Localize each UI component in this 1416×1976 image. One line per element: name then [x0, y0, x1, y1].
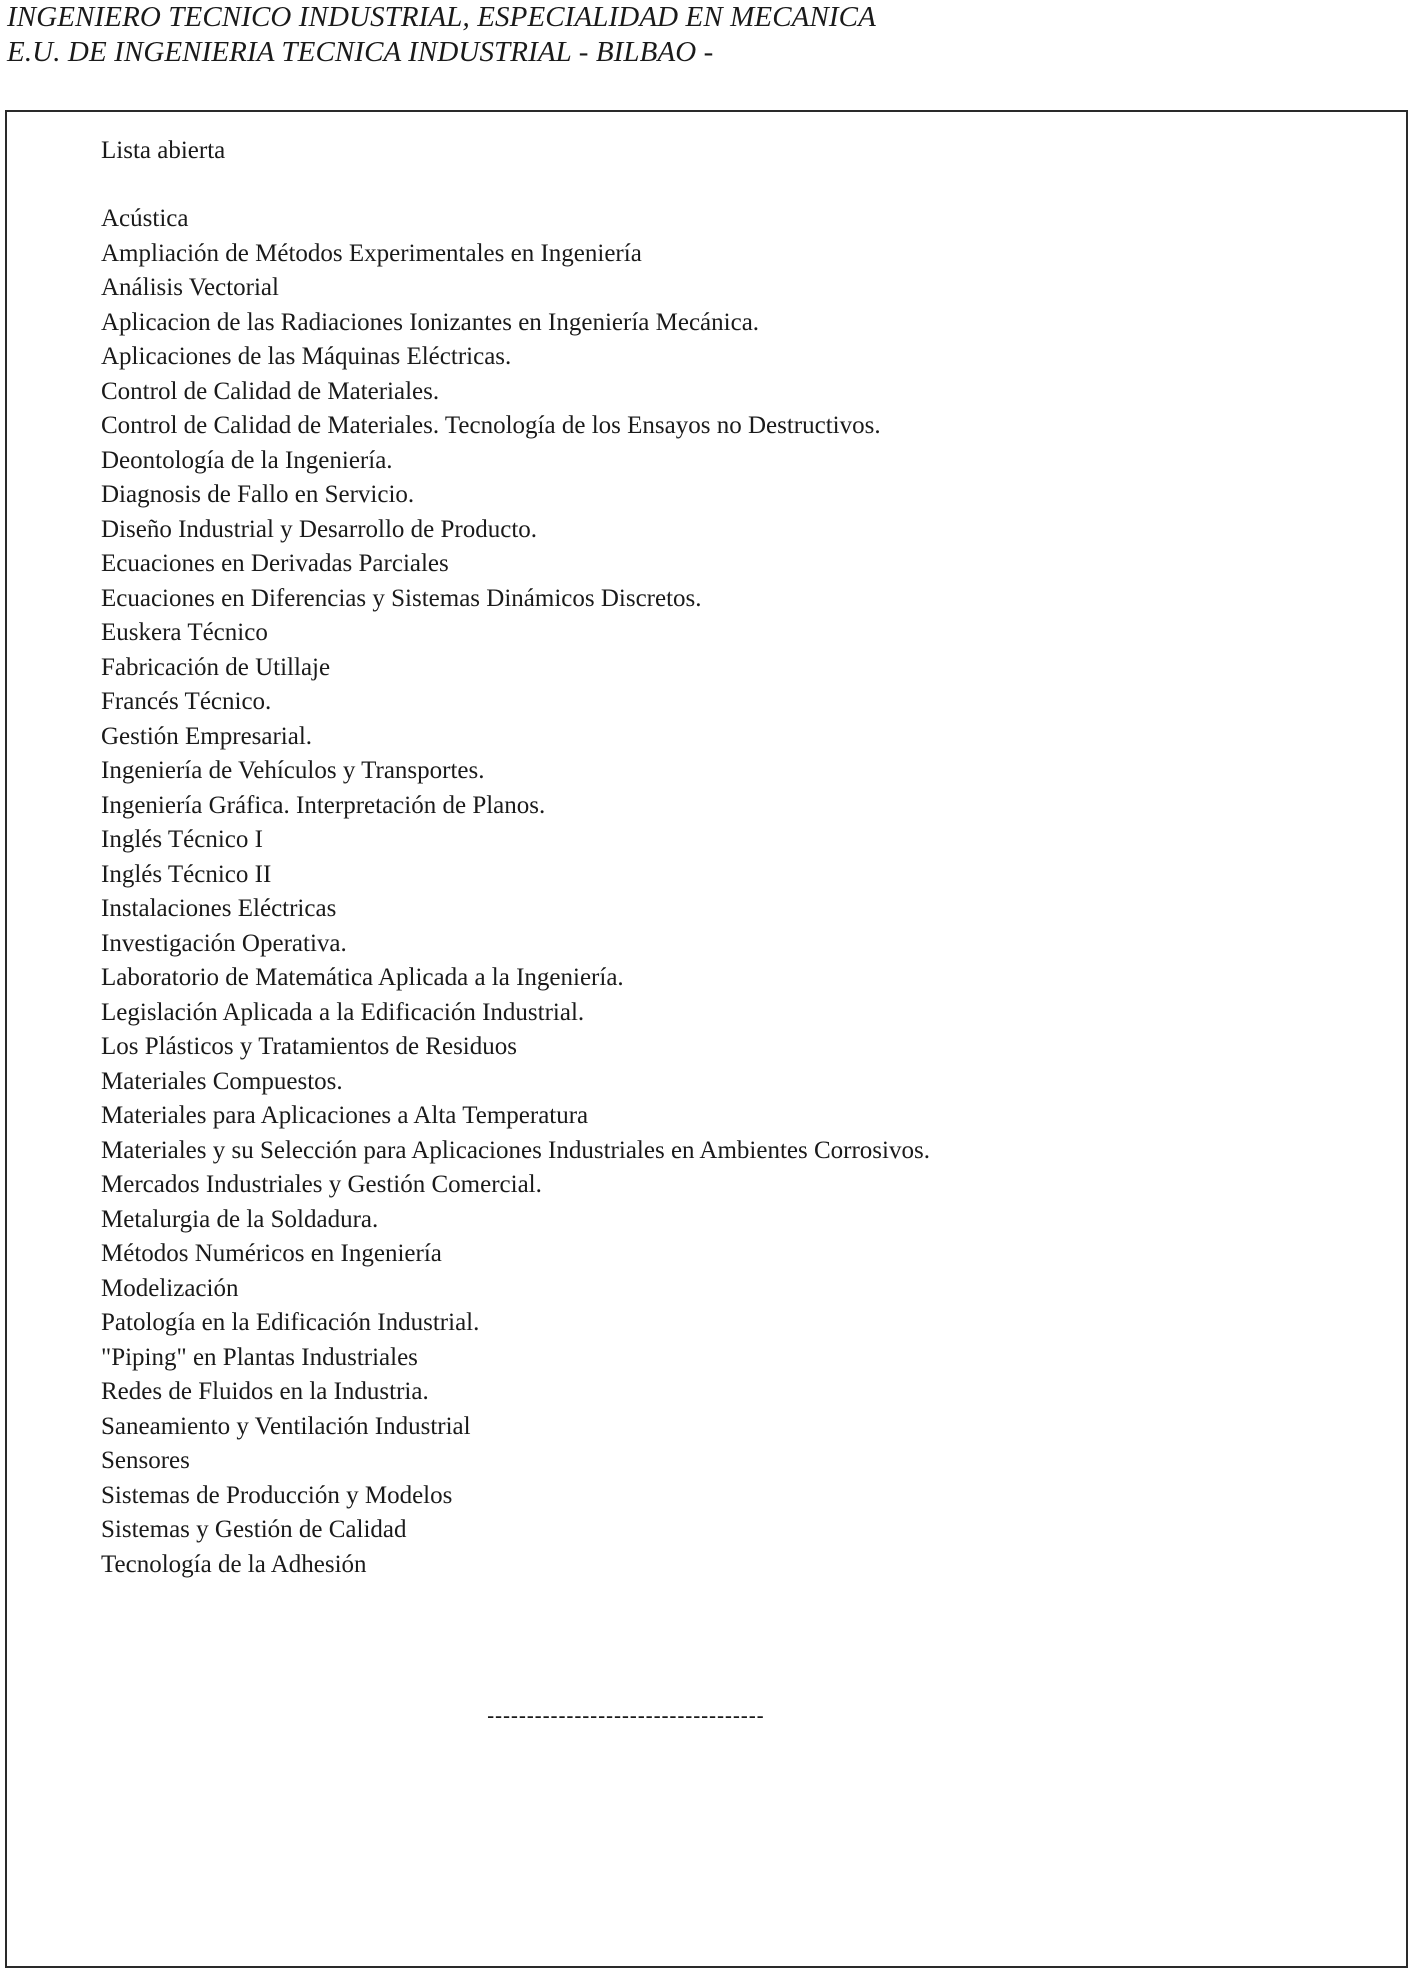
list-item: "Piping" en Plantas Industriales: [101, 1343, 418, 1371]
list-item: Sistemas y Gestión de Calidad: [101, 1516, 407, 1543]
list-item: Patología en la Edificación Industrial.: [101, 1309, 480, 1336]
list-item: Instalaciones Eléctricas: [101, 895, 337, 922]
list-item: Sensores: [101, 1447, 190, 1474]
list-item: Laboratorio de Matemática Aplicada a la Ingeniería.: [101, 964, 624, 991]
list-item: Ecuaciones en Derivadas Parciales: [101, 550, 449, 577]
header-degree-title: INGENIERO TECNICO INDUSTRIAL, ESPECIALIDAD EN MECANICA: [7, 1, 876, 33]
list-item: Sistemas de Producción y Modelos: [101, 1481, 453, 1509]
list-item: Materiales y su Selección para Aplicaciones Industriales en Ambientes Corrosivos.: [101, 1136, 930, 1164]
list-item: Ecuaciones en Diferencias y Sistemas Dinámicos Discretos.: [101, 584, 702, 612]
list-item: Legislación Aplicada a la Edificación Industrial.: [101, 998, 585, 1026]
list-item: Redes de Fluidos en la Industria.: [101, 1378, 429, 1405]
list-item: Francés Técnico.: [101, 688, 272, 715]
list-item: Diagnosis de Fallo en Servicio.: [101, 481, 415, 508]
list-item: Métodos Numéricos en Ingeniería: [101, 1240, 442, 1267]
list-item: Materiales para Aplicaciones a Alta Temperatura: [101, 1102, 589, 1129]
list-title: Lista abierta: [101, 137, 226, 164]
list-item: Modelización: [101, 1274, 239, 1302]
list-item: Saneamiento y Ventilación Industrial: [101, 1412, 471, 1440]
subject-list: [101, 202, 930, 1582]
list-item: Fabricación de Utillaje: [101, 653, 331, 681]
list-item: Investigación Operativa.: [101, 929, 347, 957]
list-item: Diseño Industrial y Desarrollo de Producto.: [101, 515, 538, 543]
list-item: Acústica: [101, 205, 189, 232]
list-item: Inglés Técnico I: [101, 826, 263, 853]
list-item: Ingeniería de Vehículos y Transportes.: [101, 757, 485, 784]
list-item: Materiales Compuestos.: [101, 1067, 343, 1095]
list-item: Control de Calidad de Materiales.: [101, 377, 440, 405]
list-item: Aplicacion de las Radiaciones Ionizantes en Ingeniería Mecánica.: [101, 308, 760, 336]
list-item: Euskera Técnico: [101, 619, 268, 646]
document-header: [7, 0, 876, 70]
dashed-separator: -----------------------------------: [487, 1703, 765, 1728]
list-item: Aplicaciones de las Máquinas Eléctricas.: [101, 343, 512, 370]
list-item: Ingeniería Gráfica. Interpretación de Planos.: [101, 791, 546, 819]
list-item: Los Plásticos y Tratamientos de Residuos: [101, 1033, 517, 1060]
list-item: Gestión Empresarial.: [101, 722, 313, 750]
list-item: Tecnología de la Adhesión: [101, 1550, 367, 1578]
list-item: Deontología de la Ingeniería.: [101, 446, 393, 474]
list-item: Control de Calidad de Materiales. Tecnología de los Ensayos no Destructivos.: [101, 412, 881, 439]
list-item: Mercados Industriales y Gestión Comercial.: [101, 1171, 542, 1198]
header-school-name: E.U. DE INGENIERIA TECNICA INDUSTRIAL - BILBAO -: [7, 36, 714, 68]
list-item: Inglés Técnico II: [101, 860, 272, 888]
list-item: Ampliación de Métodos Experimentales en Ingeniería: [101, 239, 642, 267]
list-item: Metalurgia de la Soldadura.: [101, 1205, 379, 1233]
list-item: Análisis Vectorial: [101, 274, 279, 301]
